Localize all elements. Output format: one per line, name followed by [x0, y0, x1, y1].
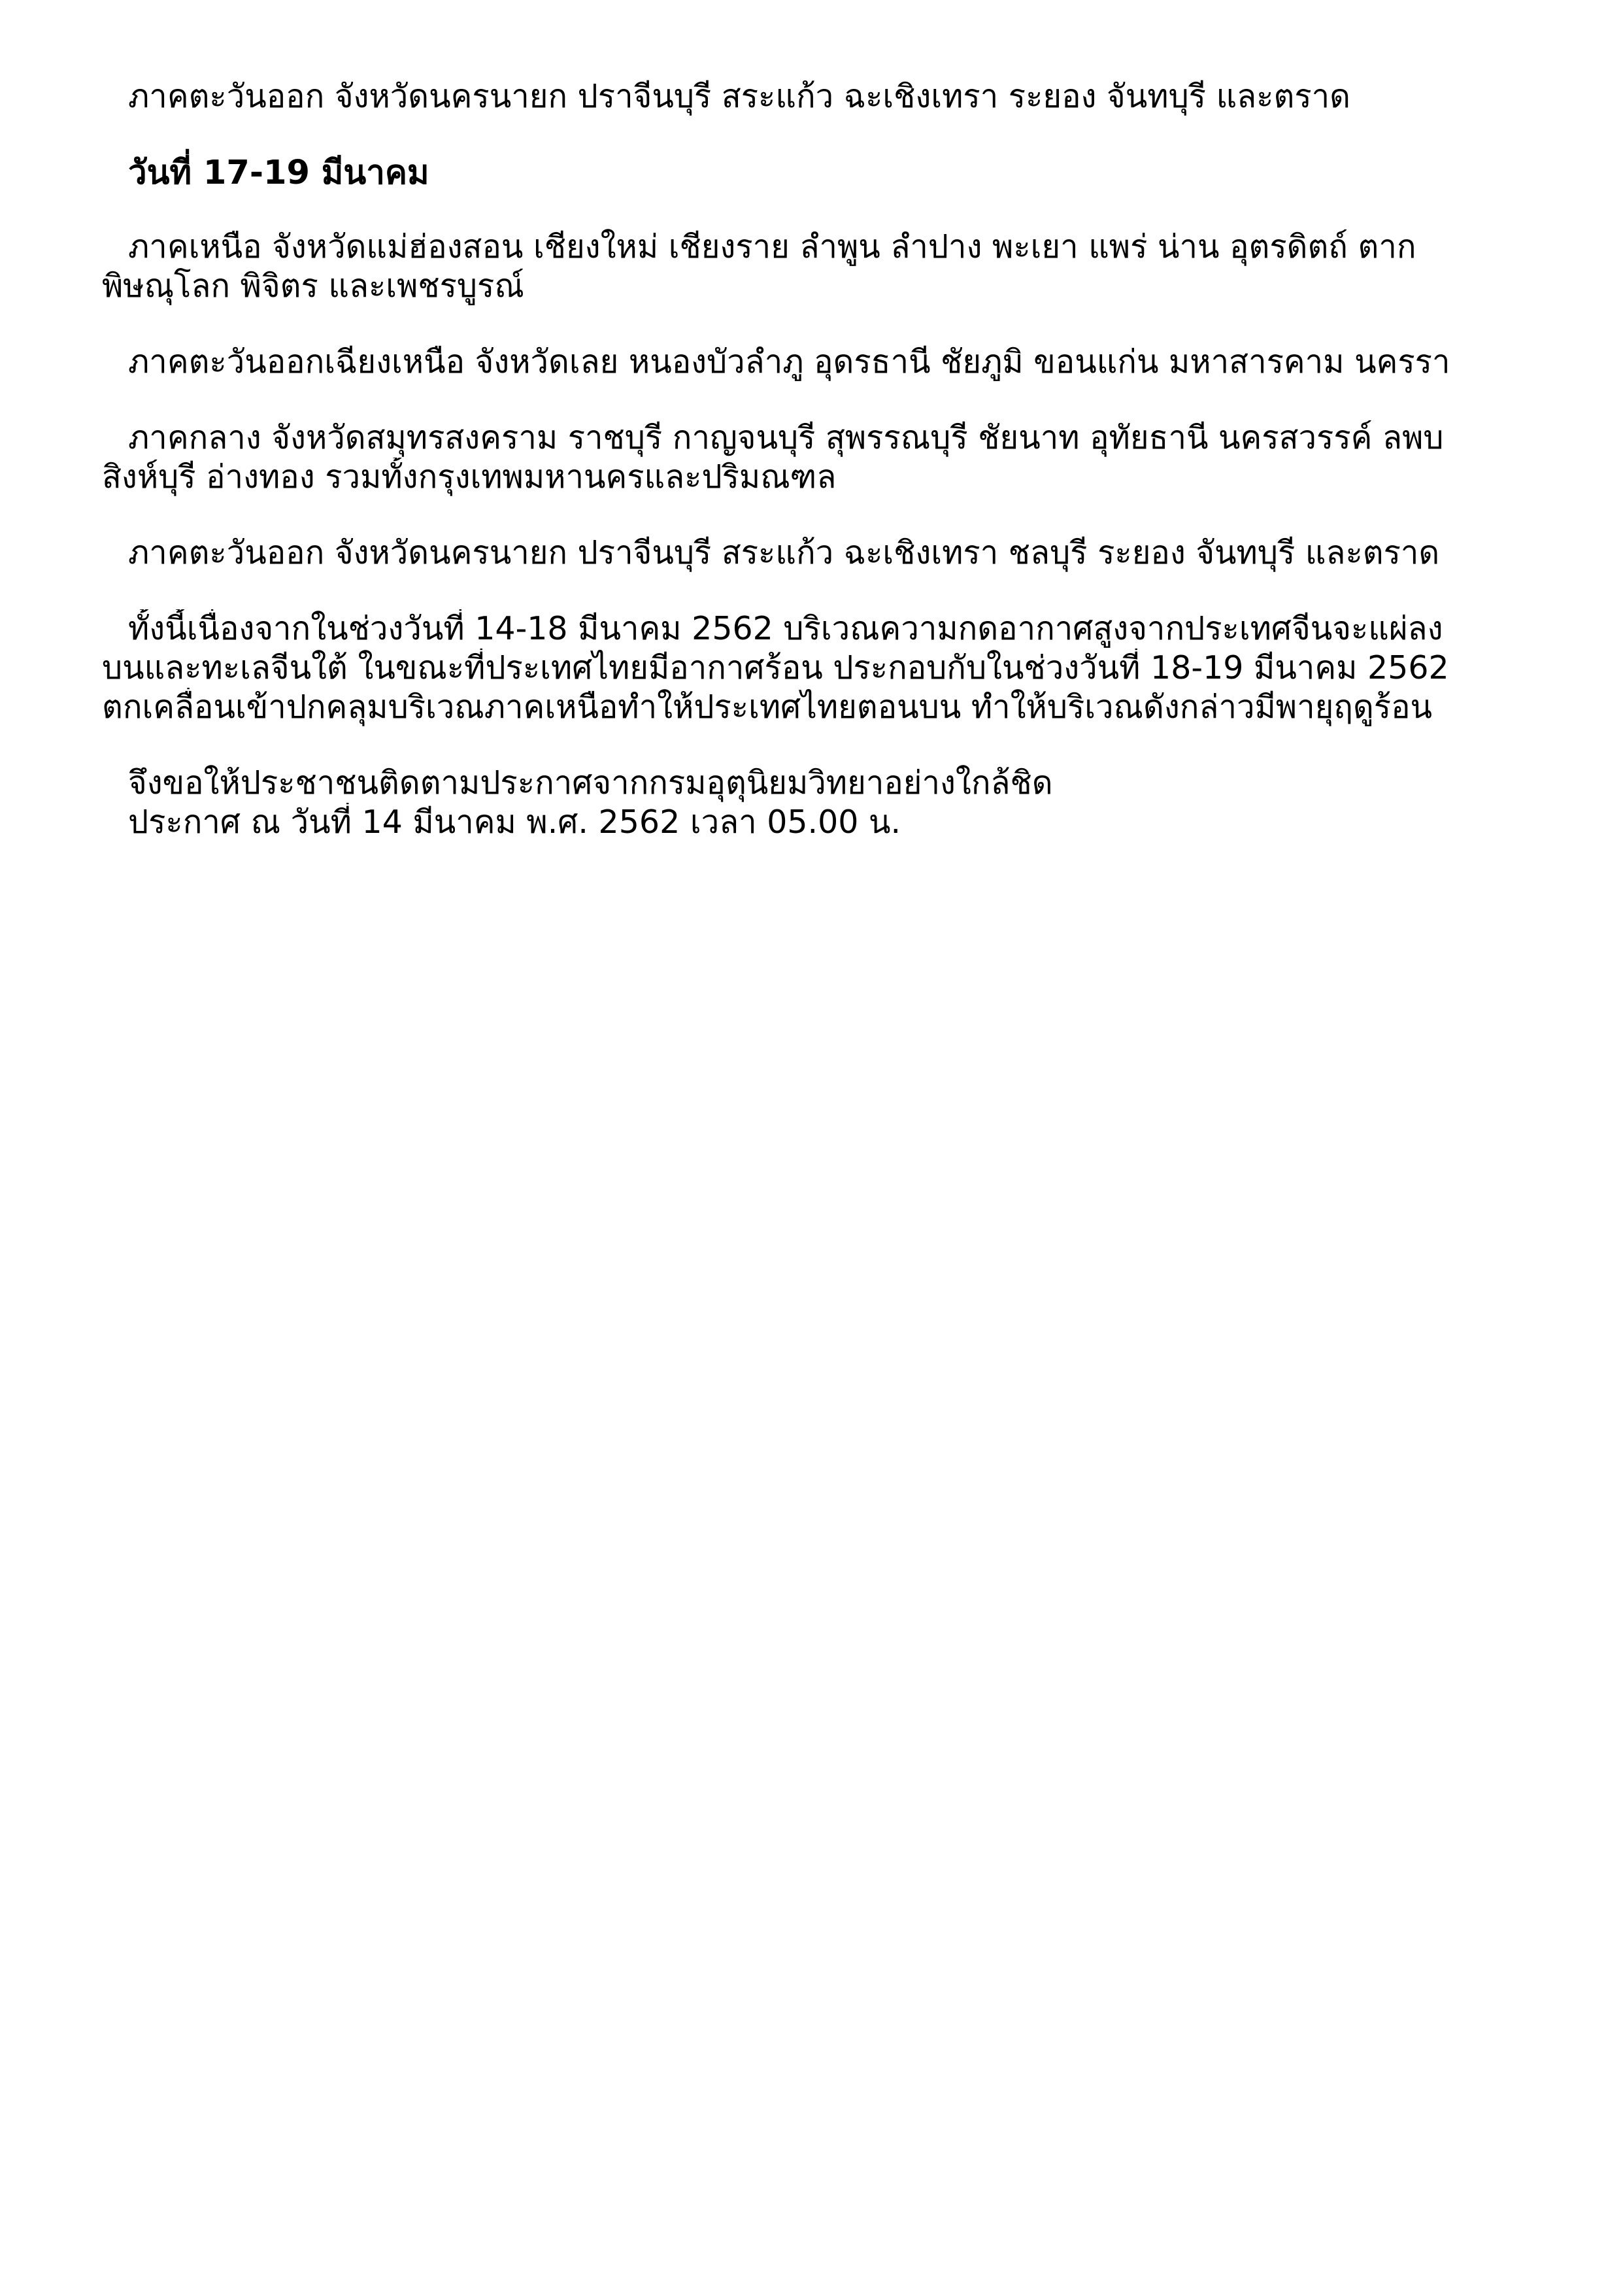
northeast-region-paragraph	[102, 343, 1552, 382]
announcement-date-line: ประกาศ ณ วันที่ 14 มีนาคม พ.ศ. 2562 เวลา 05.00 น.	[128, 803, 901, 841]
northeast-line-1: ภาคตะวันออกเฉียงเหนือ จังหวัดเลย หนองบัวลำภู อุดรธานี ชัยภูมิ ขอนแก่น มหาสารคาม นครรา	[128, 343, 1450, 380]
reason-line-1: ทั้งนี้เนื่องจากในช่วงวันที่ 14-18 มีนาคม 2562 บริเวณความกดอากาศสูงจากประเทศจีนจะแผ่ลง	[128, 610, 1443, 647]
reason-line-2: บนและทะเลจีนใต้ ในขณะที่ประเทศไทยมีอากาศร้อน ประกอบกับในช่วงวันที่ 18-19 มีนาคม 2562	[102, 649, 1449, 686]
date-heading: วันที่ 17-19 มีนาคม	[128, 154, 429, 192]
east-region-paragraph-2	[102, 533, 1552, 573]
reason-paragraph	[102, 609, 1552, 727]
central-line-2: สิงห์บุรี อ่างทอง รวมทั้งกรุงเทพมหานครและปริมณฑล	[102, 458, 837, 496]
central-region-paragraph	[102, 418, 1552, 497]
east-line-1: ภาคตะวันออก จังหวัดนครนายก ปราจีนบุรี สระแก้ว ฉะเชิงเทรา ชลบุรี ระยอง จันทบุรี และตราด	[128, 534, 1440, 571]
closing-line-1: จึงขอให้ประชาชนติดตามประกาศจากกรมอุตุนิยมวิทยาอย่างใกล้ชิด	[128, 764, 1053, 802]
north-region-paragraph	[102, 228, 1552, 306]
closing-paragraph	[102, 764, 1552, 842]
central-line-1: ภาคกลาง จังหวัดสมุทรสงคราม ราชบุรี กาญจนบุรี สุพรรณบุรี ชัยนาท อุทัยธานี นครสวรรค์ ลพบ	[128, 419, 1444, 456]
reason-line-3: ตกเคลื่อนเข้าปกคลุมบริเวณภาคเหนือทำให้ประเทศไทยตอนบน ทำให้บริเวณดังกล่าวมีพายุฤดูร้อน	[102, 688, 1433, 726]
document-body	[102, 77, 1552, 842]
north-line-1: ภาคเหนือ จังหวัดแม่ฮ่องสอน เชียงใหม่ เชียงราย ลำพูน ลำปาง พะเยา แพร่ น่าน อุตรดิตถ์ ตาก	[128, 228, 1416, 265]
north-line-2: พิษณุโลก พิจิตร และเพชรบูรณ์	[102, 267, 524, 305]
east-region-paragraph: ภาคตะวันออก จังหวัดนครนายก ปราจีนบุรี สระแก้ว ฉะเชิงเทรา ระยอง จันทบุรี และตราด	[128, 78, 1350, 115]
